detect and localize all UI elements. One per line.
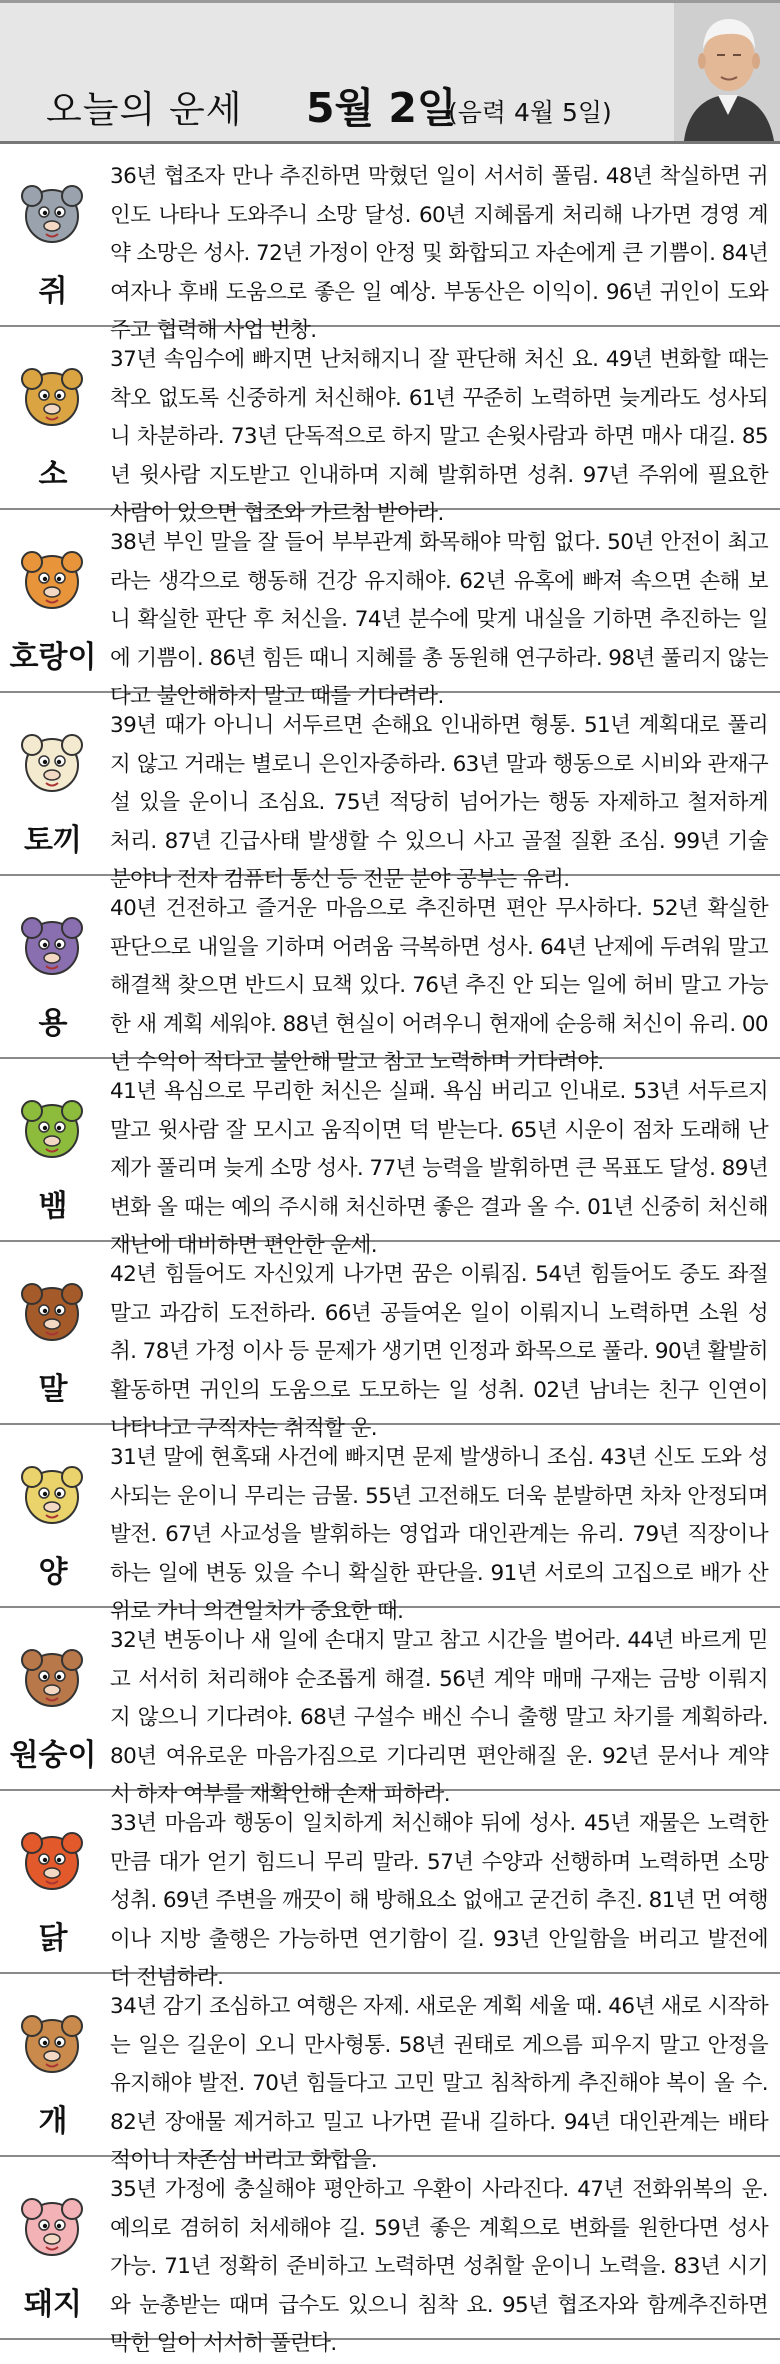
zodiac-row — [0, 876, 780, 1075]
zodiac-row — [0, 1608, 780, 1807]
zodiac-name: 소 — [38, 457, 68, 492]
zodiac-icon-wrap — [12, 174, 92, 254]
author-portrait — [674, 3, 780, 141]
zodiac-icon-wrap — [12, 2004, 92, 2084]
pig-icon — [12, 2187, 92, 2267]
zodiac-row — [0, 144, 780, 343]
rooster-icon — [12, 1821, 92, 1901]
zodiac-row — [0, 1059, 780, 1258]
fortune-text: 37년 속임수에 빠지면 난처해지니 잘 판단해 처신 요. 49년 변화할 때는 착오 없도록 신중하게 처신해야. 61년 꾸준히 노력하면 늦게라도 성사되니 차분하라. 73년 단독적으로 하지 말고 손윗사람과 하면 매사 대길. 85년 윗사람 지도받고 인내하며 지혜 발휘하면 성취. 97년 주위에 필요한 사람이 있으면 협조와 가르침 받아라. — [110, 347, 768, 526]
fortune-text: 31년 말에 현혹돼 사건에 빠지면 문제 발생하니 조심. 43년 신도 도와 성사되는 운이니 무리는 금물. 55년 고전해도 더욱 분발하면 차차 안정되며 발전. 67년 사교성을 발휘하는 영업과 대인관계는 유리. 79년 직장이나 하는 일에 변동 있을 수니 확실한 판단을. 91년 서로의 고집으로 배가 산 위로 가니 의견일치가 중요한 때. — [110, 1445, 768, 1624]
zodiac-icon-wrap — [12, 1821, 92, 1901]
fortune-text: 35년 가정에 충실해야 평안하고 우환이 사라진다. 47년 전화위복의 운. 예의로 겸허히 처세해야 길. 59년 좋은 계획으로 변화를 원한다면 성사 가능. 71년 정확히 준비하고 노력하면 성취할 운이니 노력을. 83년 시기와 눈총받는 때며 급수도 있으니 침착 요. 95년 협조자와 함께추진하면 막힌 일이 서서히 풀린다. — [110, 2177, 768, 2356]
lunar-date-label: (음력 4월 5일) — [448, 98, 612, 127]
ox-icon — [12, 357, 92, 437]
fortune-text: 36년 협조자 만나 추진하면 막혔던 일이 서서히 풀림. 48년 착실하면 귀인도 나타나 도와주니 소망 달성. 60년 지혜롭게 처리해 나가면 경영 계약 소망은 성사. 72년 가정이 안정 및 화합되고 자손에게 큰 기쁨이. 84년 여자나 후배 도움으로 좋은 일 예상. 부동산은 이익이. 96년 귀인이 도와주고 협력해 사업 번창. — [110, 164, 768, 343]
rat-icon — [12, 174, 92, 254]
fortune-text: 38년 부인 말을 잘 들어 부부관계 화목해야 막힘 없다. 50년 안전이 최고라는 생각으로 행동해 건강 유지해야. 62년 유혹에 빠져 속으면 손해 보니 확실한 판단 후 처신을. 74년 분수에 맞게 내실을 기하면 추진하는 일에 기쁨이. 86년 힘든 때니 지혜를 총 동원해 연구하라. 98년 풀리지 않는다고 불안해하지 말고 때를 기다려라. — [110, 530, 768, 709]
snake-icon — [12, 1089, 92, 1169]
zodiac-row — [0, 327, 780, 526]
zodiac-row — [0, 1425, 780, 1624]
dog-icon — [12, 2004, 92, 2084]
zodiac-icon-wrap — [12, 1089, 92, 1169]
zodiac-icon-wrap — [12, 906, 92, 986]
fortune-text: 34년 감기 조심하고 여행은 자제. 새로운 계획 세울 때. 46년 새로 시작하는 일은 길운이 오니 만사형통. 58년 권태로 게으름 피우지 말고 안정을 유지해야 발전. 70년 힘들다고 고민 말고 침착하게 추진해야 복이 올 수. 82년 장애물 제거하고 밀고 나가면 끝내 길하다. 94년 대인관계는 배타적이니 자존심 버리고 화합을. — [110, 1994, 768, 2173]
zodiac-name: 양 — [38, 1555, 68, 1590]
fortune-text: 39년 때가 아니니 서두르면 손해요 인내하면 형통. 51년 계획대로 풀리지 않고 거래는 별로니 은인자중하라. 63년 말과 행동으로 시비와 관재구설 있을 운이니 조심요. 75년 적당히 넘어가는 행동 자제하고 철저하게 처리. 87년 긴급사태 발생할 수 있으니 사고 골절 질환 조심. 99년 기술 분야나 전자 컴퓨터 통신 등 전문 분야 공부는 유리. — [110, 713, 768, 892]
page-title: 오늘의 운세 — [46, 88, 243, 131]
sheep-icon — [12, 1455, 92, 1535]
zodiac-icon-wrap — [12, 1638, 92, 1718]
horse-icon — [12, 1272, 92, 1352]
zodiac-icon-wrap — [12, 2187, 92, 2267]
fortune-text: 41년 욕심으로 무리한 처신은 실패. 욕심 버리고 인내로. 53년 서두르지 말고 윗사람 잘 모시고 움직이면 덕 받는다. 65년 시운이 점차 도래해 난제가 풀리며 늦게 소망 성사. 77년 능력을 발휘하면 큰 목표도 달성. 89년 변화 올 때는 예의 주시해 처신하면 좋은 결과 올 수. 01년 신중히 처신해 재난에 대비하면 편안한 운세. — [110, 1079, 768, 1258]
fortune-text: 40년 건전하고 즐거운 마음으로 추진하면 편안 무사하다. 52년 확실한 판단으로 내일을 기하며 어려움 극복하면 성사. 64년 난제에 두려워 말고 해결책 찾으면 반드시 묘책 있다. 76년 추진 안 되는 일에 허비 말고 가능한 새 계획 세워야. 88년 현실이 어려우니 현재에 순응해 처신이 유리. 00년 수익이 적다고 불안해 말고 참고 노력하며 기다려야. — [110, 896, 768, 1075]
zodiac-name: 말 — [38, 1372, 68, 1407]
fortune-text: 33년 마음과 행동이 일치하게 처신해야 뒤에 성사. 45년 재물은 노력한 만큼 대가 얻기 힘드니 무리 말라. 57년 수양과 선행하며 노력하면 소망 성취. 69년 주변을 깨끗이 해 방해요소 없애고 굳건히 추진. 81년 먼 여행이나 지방 출행은 가능하면 연기함이 길. 93년 안일함을 버리고 발전에 더 전념하라. — [110, 1811, 768, 1990]
tiger-icon — [12, 540, 92, 620]
zodiac-name: 호랑이 — [9, 640, 97, 675]
zodiac-row — [0, 1242, 780, 1441]
person-icon — [674, 3, 780, 141]
zodiac-name: 닭 — [38, 1921, 68, 1956]
page-header — [0, 0, 780, 144]
zodiac-name: 돼지 — [24, 2287, 82, 2322]
fortune-text: 32년 변동이나 새 일에 손대지 말고 참고 시간을 벌어라. 44년 바르게 믿고 서서히 처리해야 순조롭게 해결. 56년 계약 매매 구재는 금방 이뤄지지 않으니 기다려야. 68년 구설수 배신 수니 출행 말고 차기를 계획하라. 80년 여유로운 마음가짐으로 기다리면 편안해질 운. 92년 문서나 계약 시 하자 여부를 재확인해 손재 피하라. — [110, 1628, 768, 1807]
zodiac-list — [0, 144, 780, 2356]
zodiac-row — [0, 2157, 780, 2356]
fortune-text: 42년 힘들어도 자신있게 나가면 꿈은 이뤄짐. 54년 힘들어도 중도 좌절 말고 과감히 도전하라. 66년 공들여온 일이 이뤄지니 노력하면 소원 성취. 78년 가정 이사 등 문제가 생기면 인정과 화목으로 풀라. 90년 활발히 활동하면 귀인의 도움으로 도모하는 일 성취. 02년 남녀는 친구 인연이 나타나고 구직자는 취직할 운. — [110, 1262, 768, 1441]
zodiac-name: 뱀 — [38, 1189, 68, 1224]
zodiac-row — [0, 1974, 780, 2173]
zodiac-name: 개 — [38, 2104, 68, 2139]
zodiac-row — [0, 693, 780, 892]
date-label: 5월 2일 — [306, 84, 457, 132]
zodiac-name: 원숭이 — [9, 1738, 97, 1773]
rabbit-icon — [12, 723, 92, 803]
zodiac-name: 용 — [38, 1006, 68, 1041]
zodiac-row — [0, 510, 780, 709]
zodiac-name: 쥐 — [38, 274, 68, 309]
zodiac-icon-wrap — [12, 723, 92, 803]
zodiac-icon-wrap — [12, 540, 92, 620]
zodiac-row — [0, 1791, 780, 1990]
monkey-icon — [12, 1638, 92, 1718]
zodiac-icon-wrap — [12, 1455, 92, 1535]
zodiac-name: 토끼 — [24, 823, 82, 858]
zodiac-icon-wrap — [12, 357, 92, 437]
dragon-icon — [12, 906, 92, 986]
zodiac-icon-wrap — [12, 1272, 92, 1352]
